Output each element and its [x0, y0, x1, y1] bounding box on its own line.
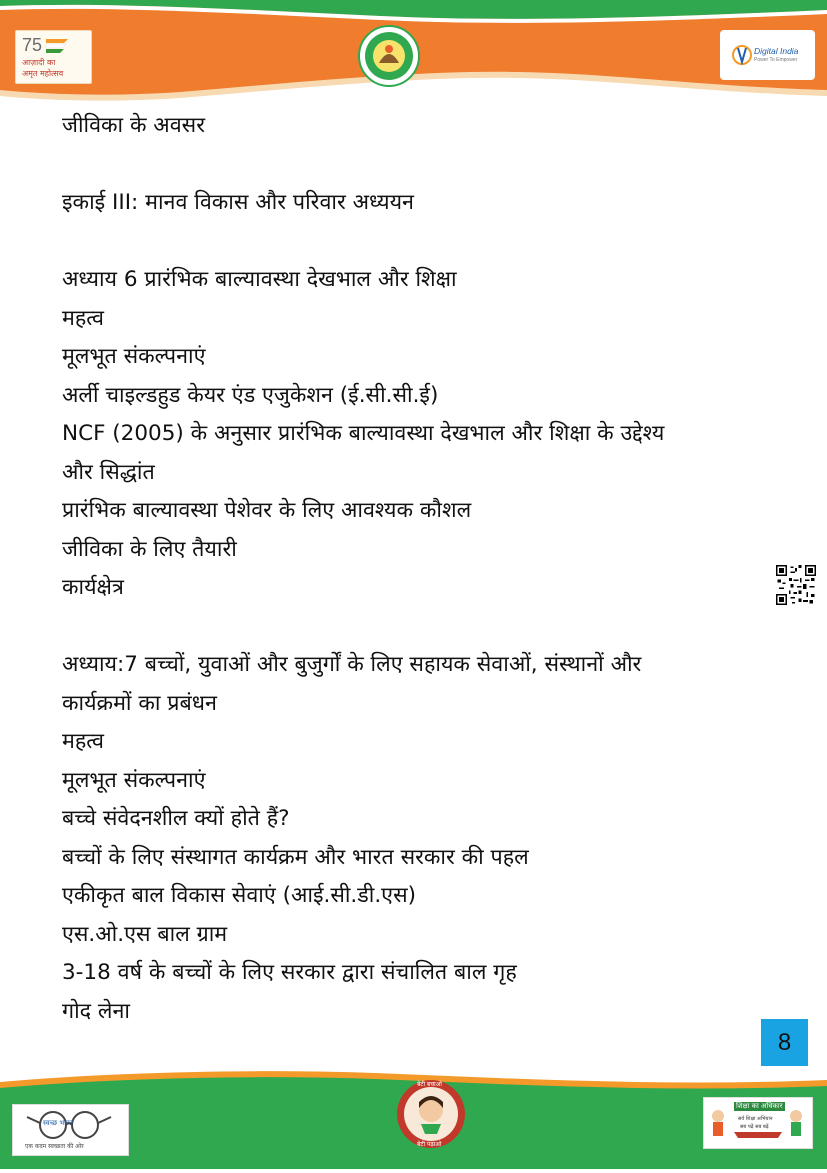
content-line: प्रारंभिक बाल्यावस्था पेशेवर के लिए आवश्यक कौशल	[62, 498, 472, 523]
svg-text:7: 7	[22, 35, 33, 55]
swachh-tagline: एक कदम स्वच्छता की ओर	[25, 1143, 84, 1150]
content-line: बच्चों के लिए संस्थागत कार्यक्रम और भारत सरकार की पहल	[62, 844, 529, 870]
content-line: और सिद्धांत	[62, 459, 155, 485]
azadi-line-1: आज़ादी का	[22, 58, 56, 67]
shiksha-ka-adhikar-logo	[703, 1097, 813, 1149]
content-line: महत्व	[62, 729, 104, 754]
content-line: अर्ली चाइल्डहुड केयर एंड एजुकेशन (ई.सी.सी.ई)	[62, 382, 439, 408]
content-line: NCF (2005) के अनुसार प्रारंभिक बाल्यावस्था देखभाल और शिक्षा के उद्देश्य	[62, 421, 665, 446]
content-line: 3-18 वर्ष के बच्चों के लिए सरकार द्वारा संचालित बाल गृह	[62, 960, 517, 985]
content-line: मूलभूत संकल्पनाएं	[62, 767, 206, 793]
azadi-ka-amrit-mahotsav-logo	[15, 30, 92, 84]
rte-line-1: सर्व शिक्षा अभियान	[738, 1116, 773, 1122]
content-line: महत्व	[62, 305, 104, 331]
content-line: अध्याय:7 बच्चों, युवाओं और बुजुर्गों के लिए सहायक सेवाओं, संस्थानों और	[62, 652, 642, 677]
swachh-bharat-logo	[12, 1104, 129, 1156]
syllabus-content	[62, 107, 767, 1031]
svg-text:5: 5	[32, 35, 43, 55]
beti-top-text: बेटी बचाओ	[417, 1081, 442, 1088]
rte-title: शिक्षा का अधिकार	[736, 1102, 783, 1110]
content-line: अध्याय 6 प्रारंभिक बाल्यावस्था देखभाल और शिक्षा	[62, 267, 457, 292]
emblem-logo	[358, 25, 420, 87]
beti-bottom-text: बेटी पढ़ाओ	[417, 1141, 442, 1148]
content-line: कार्यक्रमों का प्रबंधन	[62, 690, 217, 716]
digital-india-tagline: Power To Empower	[754, 57, 798, 63]
blank-line	[62, 608, 767, 647]
content-line: जीविका के लिए तैयारी	[62, 536, 237, 562]
content-line: एकीकृत बाल विकास सेवाएं (आई.सी.डी.एस)	[62, 883, 416, 908]
azadi-line-2: अमृत महोत्सव	[22, 69, 64, 78]
digital-india-title: Digital India	[754, 46, 799, 56]
content-line: जीविका के अवसर	[62, 113, 206, 138]
digital-india-logo	[732, 42, 804, 68]
page-number: 8	[761, 1019, 808, 1066]
content-line: बच्चे संवेदनशील क्यों होते हैं?	[62, 806, 290, 831]
content-line: इकाई III: मानव विकास और परिवार अध्ययन	[62, 190, 414, 215]
blank-line	[62, 223, 767, 262]
swachh-text: स्वच्छ भारत	[43, 1119, 73, 1127]
content-line: कार्यक्षेत्र	[62, 575, 124, 600]
qr-code	[776, 565, 816, 605]
content-line: मूलभूत संकल्पनाएं	[62, 344, 206, 369]
content-line: गोद लेना	[62, 998, 131, 1024]
blank-line	[62, 146, 767, 185]
content-line: एस.ओ.एस बाल ग्राम	[62, 921, 228, 947]
beti-bachao-beti-padhao-logo	[395, 1078, 467, 1150]
rte-line-2: सब पढ़ें सब बढ़ें	[740, 1124, 769, 1130]
